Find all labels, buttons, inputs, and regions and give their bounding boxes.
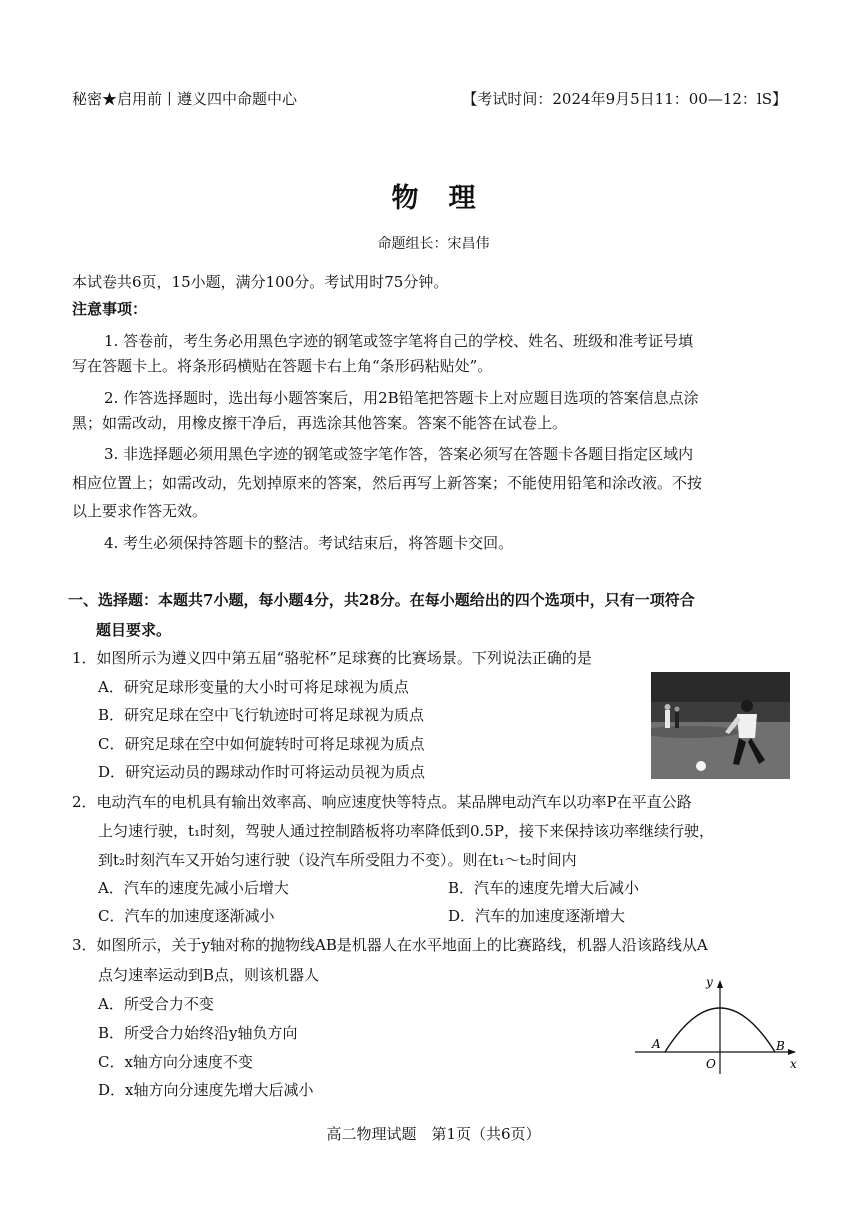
note-line: 3. 非选择题必须用黑色字迹的钢笔或签字笔作答，答案必须写在答题卡各题目指定区域内 [104,445,694,463]
note-line: 黑；如需改动，用橡皮擦干净后，再选涂其他答案。答案不能答在试卷上。 [72,414,568,432]
intro-line: 本试卷共6页，15小题，满分100分。考试用时75分钟。 [72,273,449,291]
question-1-stem: 1．如图所示为遵义四中第五届“骆驼杯”足球赛的比赛场景。下列说法正确的是 [72,649,592,667]
point-a-label: A [652,1037,661,1051]
note-line: 2. 作答选择题时，选出每小题答案后，用2B铅笔把答题卡上对应题目选项的答案信息点涂 [104,389,699,407]
note-line: 4. 考生必须保持答题卡的整洁。考试结束后，将答题卡交回。 [104,534,514,552]
note-line: 以上要求作答无效。 [72,502,208,520]
question-3-option-c: C．x轴方向分速度不变 [98,1053,253,1071]
origin-label: O [706,1057,716,1071]
page-footer: 高二物理试题 第1页（共6页） [326,1125,541,1143]
setter-line: 命题组长：宋昌伟 [377,236,490,252]
question-1-option-d: D．研究运动员的踢球动作时可将运动员视为质点 [98,763,426,781]
question-2-stem: 2．电动汽车的电机具有输出效率高、响应速度快等特点。某品牌电动汽车以功率P在平直公路 [72,793,692,811]
note-line: 写在答题卡上。将条形码横贴在答题卡右上角“条形码粘贴处”。 [72,357,493,375]
question-3-option-a: A．所受合力不变 [98,995,214,1013]
section-heading: 一、选择题：本题共7小题，每小题4分，共28分。在每小题给出的四个选项中，只有一项符合 [68,591,695,609]
question-3-option-b: B．所受合力始终沿y轴负方向 [98,1024,298,1042]
y-axis-label: y [706,975,713,989]
question-3-stem: 点匀速率运动到B点，则该机器人 [98,966,320,984]
question-2-option-c: C．汽车的加速度逐渐减小 [98,907,275,925]
question-2-option-d: D．汽车的加速度逐渐增大 [448,907,626,925]
notes-heading: 注意事项： [72,300,148,318]
question-2-stem: 到t₂时刻汽车又开始匀速行驶（设汽车所受阻力不变）。则在t₁～t₂时间内 [98,851,577,869]
football-photo [651,672,790,779]
question-2-option-a: A．汽车的速度先减小后增大 [98,879,289,897]
point-b-label: B [776,1039,785,1053]
question-1-option-b: B．研究足球在空中飞行轨迹时可将足球视为质点 [98,706,425,724]
x-axis-label: x [790,1057,797,1071]
exam-header-left: 秘密★启用前丨遵义四中命题中心 [72,90,298,108]
note-line: 1. 答卷前，考生务必用黑色字迹的钢笔或签字笔将自己的学校、姓名、班级和准考证号填 [104,332,694,350]
x-axis-arrow [788,1049,796,1055]
question-1-option-a: A．研究足球形变量的大小时可将足球视为质点 [98,678,409,696]
question-2-stem: 上匀速行驶，t₁时刻，驾驶人通过控制踏板将功率降低到0.5P，接下来保持该功率继续行驶， [98,822,714,840]
page-title: 物理 [391,183,506,214]
question-2-option-b: B．汽车的速度先增大后减小 [448,879,640,897]
y-axis-arrow [717,980,723,988]
question-3-option-d: D．x轴方向分速度先增大后减小 [98,1081,314,1099]
section-heading-cont: 题目要求。 [96,621,172,639]
question-3-stem: 3．如图所示，关于y轴对称的抛物线AB是机器人在水平地面上的比赛路线，机器人沿该路线从A [72,936,708,954]
exam-time: 【考试时间：2024年9月5日11：00—12：lS】 [462,90,787,108]
question-1-option-c: C．研究足球在空中如何旋转时可将足球视为质点 [98,735,425,753]
note-line: 相应位置上；如需改动，先划掉原来的答案，然后再写上新答案；不能使用铅笔和涂改液。不按 [72,474,703,492]
parabola-figure [630,972,805,1077]
